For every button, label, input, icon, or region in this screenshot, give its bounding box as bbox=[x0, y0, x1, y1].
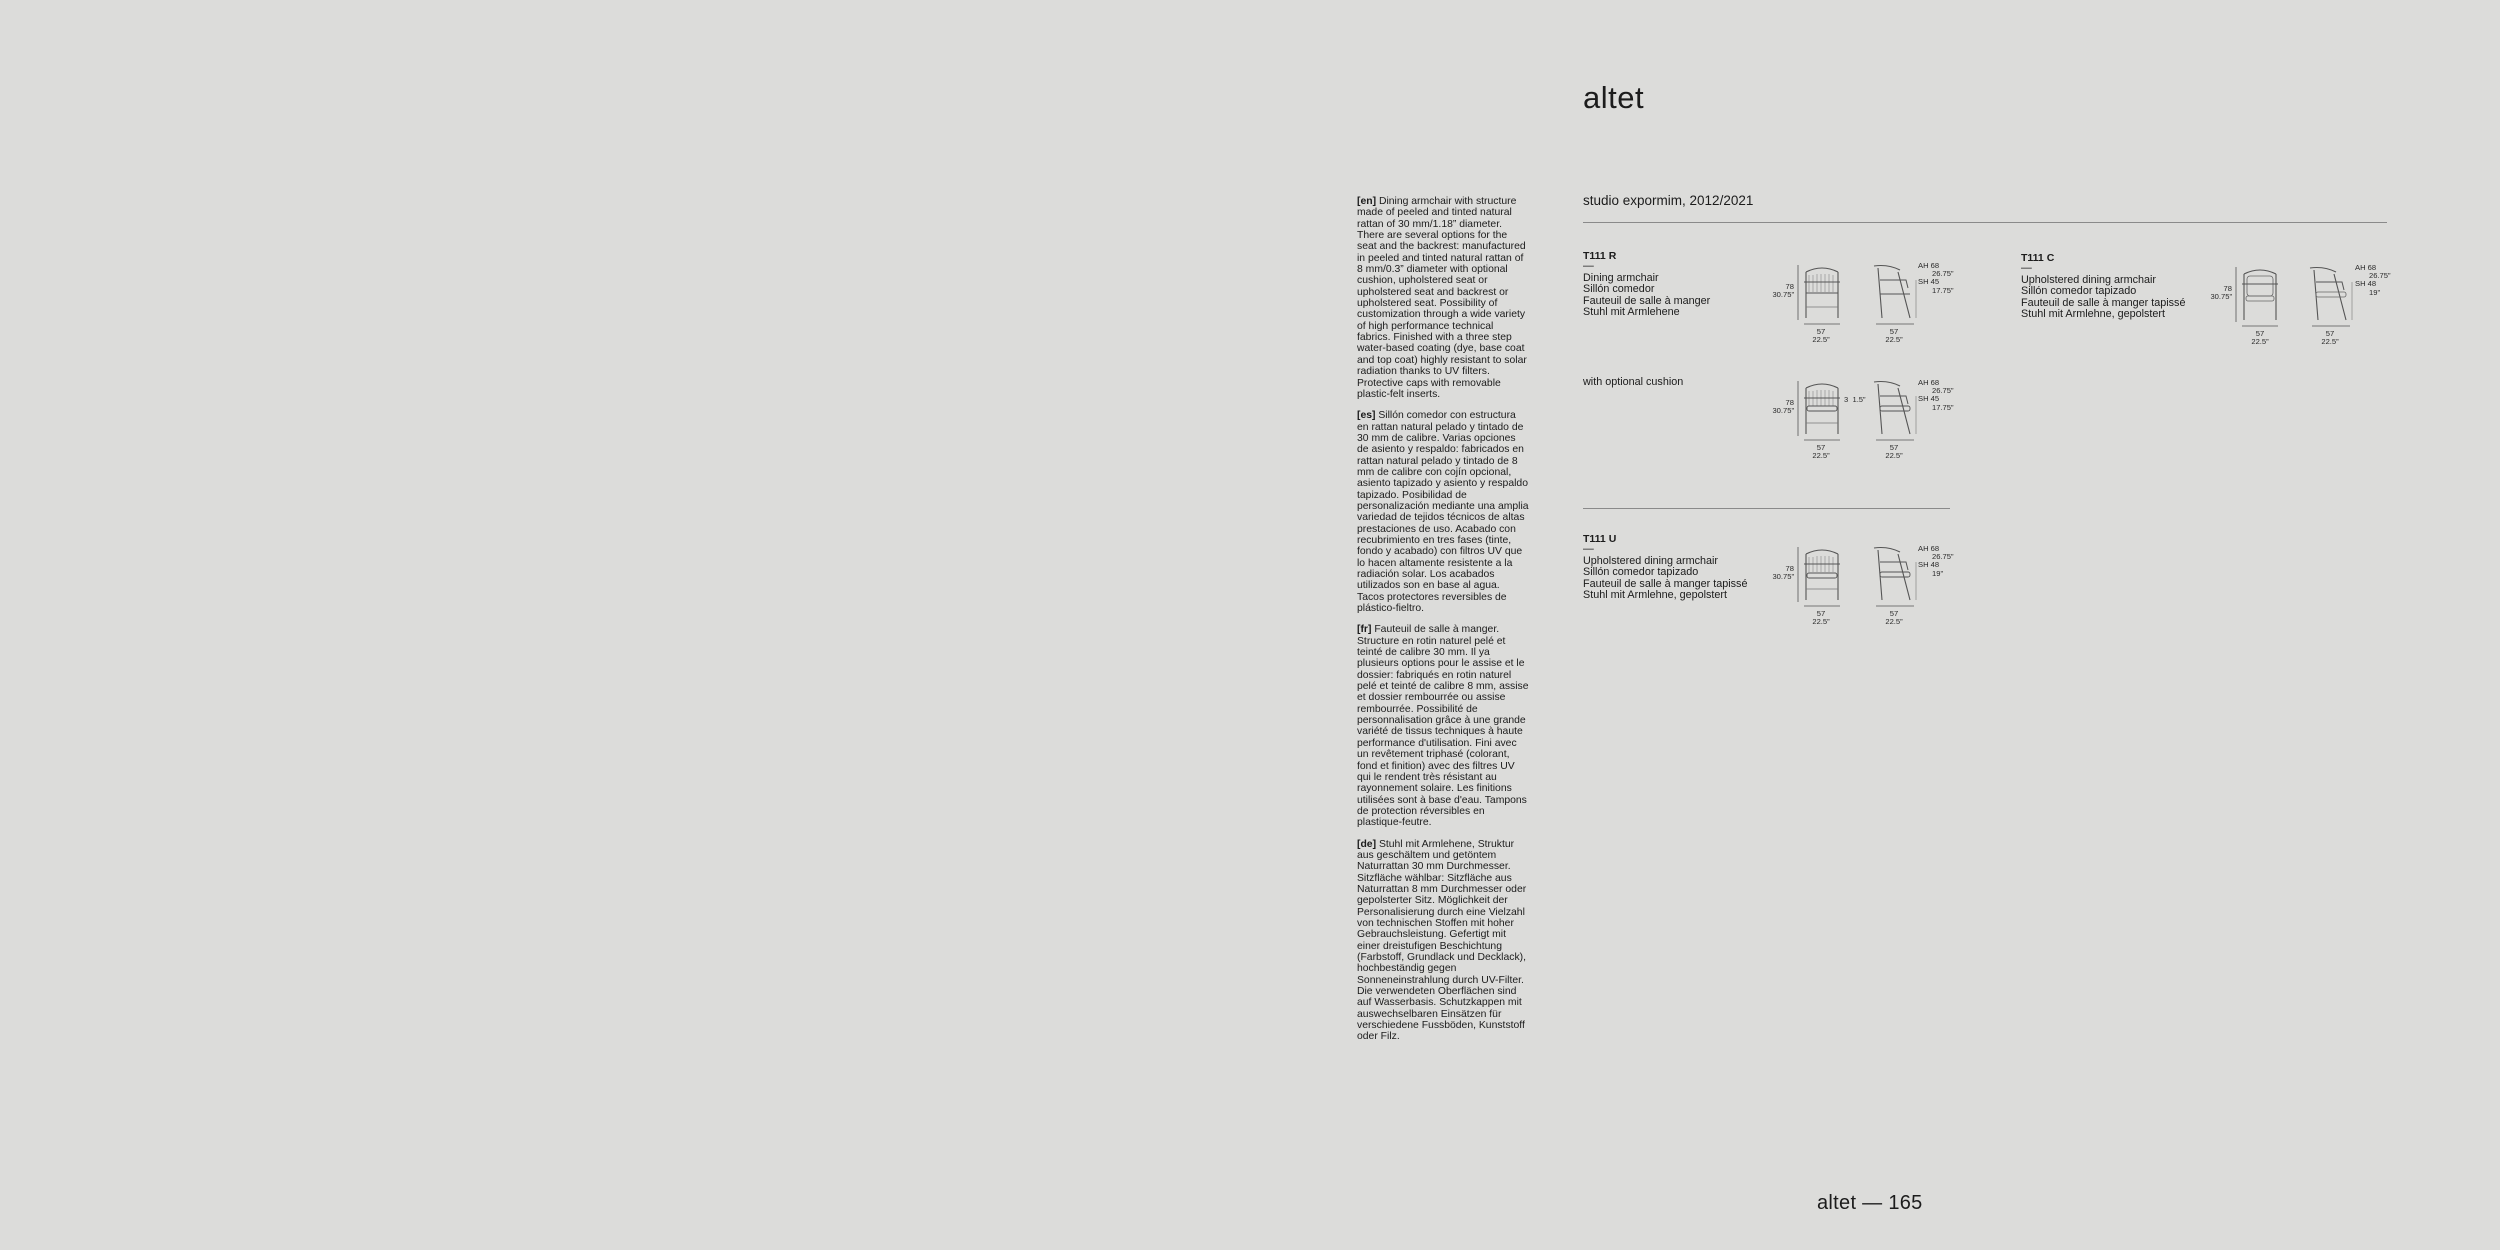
section-divider bbox=[1583, 508, 1950, 509]
width-dimension: 57 22.5” bbox=[1885, 443, 1903, 461]
chair-side-drawing bbox=[1870, 260, 1920, 328]
height-dimension: 78 30.75” bbox=[1772, 398, 1794, 416]
description-de: [de] Stuhl mit Armlehene, Struktur aus geschältem und getöntem Naturrattan 30 mm Durchmesser. Sitzfläche wählbar: Sitzfläche aus Naturrattan 8 mm Durchmesser oder gepolsterter Sitz. Möglichkeit der Personalisierung durch eine Vielzahl von technischen Stoffen mit hoher Gebrauchsleistung. Gefertigt mit einer dreistufigen Beschichtung (Farbstoff, Grundlack und Decklack), hochbeständig gegen Sonneneinstrahlung durch UV-Filter. Die verwendeten Oberflächen sind auf Wasserbasis. Schutzkappen mit auswechselbaren Einsätzen für verschiedene Fussböden, Kunststoff oder Filz. bbox=[1357, 838, 1527, 1043]
height-dimension: 78 30.75” bbox=[2210, 284, 2232, 302]
description-es: [es] Sillón comedor con estructura en rattan natural pelado y tintado de 30 mm de calibre. Varias opciones de asiento y respaldo: fabricados en rattan natural pelado y tintado de 8 mm de calibre con cojín opcional, asiento tapizado y asiento y respaldo tapizado. Posibilidad de personalización mediante una amplia variedad de tejidos técnicos de altas prestaciones de uso. Acabado con recubrimiento en tres fases (tinte, fondo y acabado) con filtros UV que lo hacen altamente resistente a la radiación solar. Los acabados utilizados son en base al agua. Tacos protectores reversibles de plástico-fieltro. bbox=[1357, 410, 1529, 615]
chair-front-drawing bbox=[1796, 542, 1846, 610]
cushion-option-label: with optional cushion bbox=[1583, 376, 1684, 388]
product-line: Sillón comedor bbox=[1583, 283, 1655, 296]
product-line: Stuhl mit Armlehne, gepolstert bbox=[2021, 307, 2166, 320]
product-dash: — bbox=[2021, 262, 2032, 275]
chair-front-drawing bbox=[1796, 376, 1846, 444]
product-line: Dining armchair bbox=[1583, 272, 1659, 285]
product-t111r bbox=[1583, 251, 1710, 318]
product-code: T111 R bbox=[1583, 250, 1617, 262]
height-dimension: 78 30.75” bbox=[1772, 282, 1794, 300]
designer-credit: studio expormim, 2012/2021 bbox=[1583, 193, 1754, 208]
chair-front-drawing bbox=[2234, 262, 2284, 330]
width-dimension: 57 22.5” bbox=[1885, 609, 1903, 627]
product-line: Fauteuil de salle à manger tapissé bbox=[1583, 577, 1748, 590]
product-dash: — bbox=[1583, 543, 1594, 556]
height-dimension: 78 30.75” bbox=[1772, 564, 1794, 582]
width-dimension: 57 22.5” bbox=[1885, 327, 1903, 345]
description-fr: [fr] Fauteuil de salle à manger. Structure en rotin naturel pelé et teinté de calibre 30 mm. Il ya plusieurs options pour le assise et le dossier: fabriqués en rotin naturel pelé et teinté de calibre 8 mm, assise et dossier rembourrée ou assise rembourrée. Possibilité de personnalisation grâce à une grande variété de tissus techniques à haute performance d'utilisation. Fini avec un revêtement triphasé (colorant, fond et finition) avec des filtres UV qui le rendent très résistant au rayonnement solaire. Les finitions utilisées sont à base d'eau. Tampons de protection réversibles en plastique-feutre. bbox=[1357, 624, 1529, 829]
width-dimension: 57 22.5” bbox=[2251, 329, 2269, 347]
width-dimension: 57 22.5” bbox=[1812, 327, 1830, 345]
product-line: Stuhl mit Armlehne, gepolstert bbox=[1583, 588, 1728, 601]
side-dimensions: AH 68 26.75” SH 45 17.75” bbox=[1918, 261, 1954, 295]
width-dimension: 57 22.5” bbox=[1812, 443, 1830, 461]
description-column bbox=[1357, 196, 1529, 1053]
product-t111c bbox=[2021, 253, 2185, 320]
chair-side-drawing bbox=[2306, 262, 2356, 330]
header-divider bbox=[1583, 222, 2387, 223]
product-line: Fauteuil de salle à manger tapissé bbox=[2021, 296, 2186, 309]
product-line: Stuhl mit Armlehene bbox=[1583, 305, 1680, 318]
product-code: T111 U bbox=[1583, 533, 1617, 545]
chair-side-drawing bbox=[1870, 542, 1920, 610]
side-dimensions: AH 68 26.75” SH 48 19” bbox=[2355, 263, 2391, 297]
product-line: Upholstered dining armchair bbox=[2021, 274, 2157, 287]
width-dimension: 57 22.5” bbox=[2321, 329, 2339, 347]
side-dimensions: AH 68 26.75” SH 48 19” bbox=[1918, 544, 1954, 578]
product-line: Sillón comedor tapizado bbox=[1583, 566, 1699, 579]
product-line: Upholstered dining armchair bbox=[1583, 555, 1719, 568]
page-title: altet bbox=[1583, 80, 1645, 115]
chair-front-drawing bbox=[1796, 260, 1846, 328]
page-footer: altet — 165 bbox=[1817, 1192, 1923, 1214]
description-en: [en] Dining armchair with structure made of peeled and tinted natural rattan of 30 mm/1.18” diameter. There are several options for the seat and the backrest: manufactured in peeled and tinted natural rattan of 8 mm/0.3” diameter with optional cushion, upholstered seat or upholstered seat and backrest or upholstered seat. Possibility of customization through a wide variety of high performance technical fabrics. Finished with a three step water-based coating (dye, base coat and top coat) highly resistant to solar radiation thanks to UV filters. Protective caps with removable plastic-felt inserts. bbox=[1357, 196, 1527, 400]
cushion-thickness: 3 1.5” bbox=[1844, 395, 1866, 404]
chair-side-drawing bbox=[1870, 376, 1920, 444]
product-t111u bbox=[1583, 534, 1747, 601]
product-line: Sillón comedor tapizado bbox=[2021, 285, 2137, 298]
width-dimension: 57 22.5” bbox=[1812, 609, 1830, 627]
product-dash: — bbox=[1583, 260, 1594, 273]
side-dimensions: AH 68 26.75” SH 45 17.75” bbox=[1918, 378, 1954, 412]
product-line: Fauteuil de salle à manger bbox=[1583, 294, 1711, 307]
product-code: T111 C bbox=[2021, 252, 2055, 264]
